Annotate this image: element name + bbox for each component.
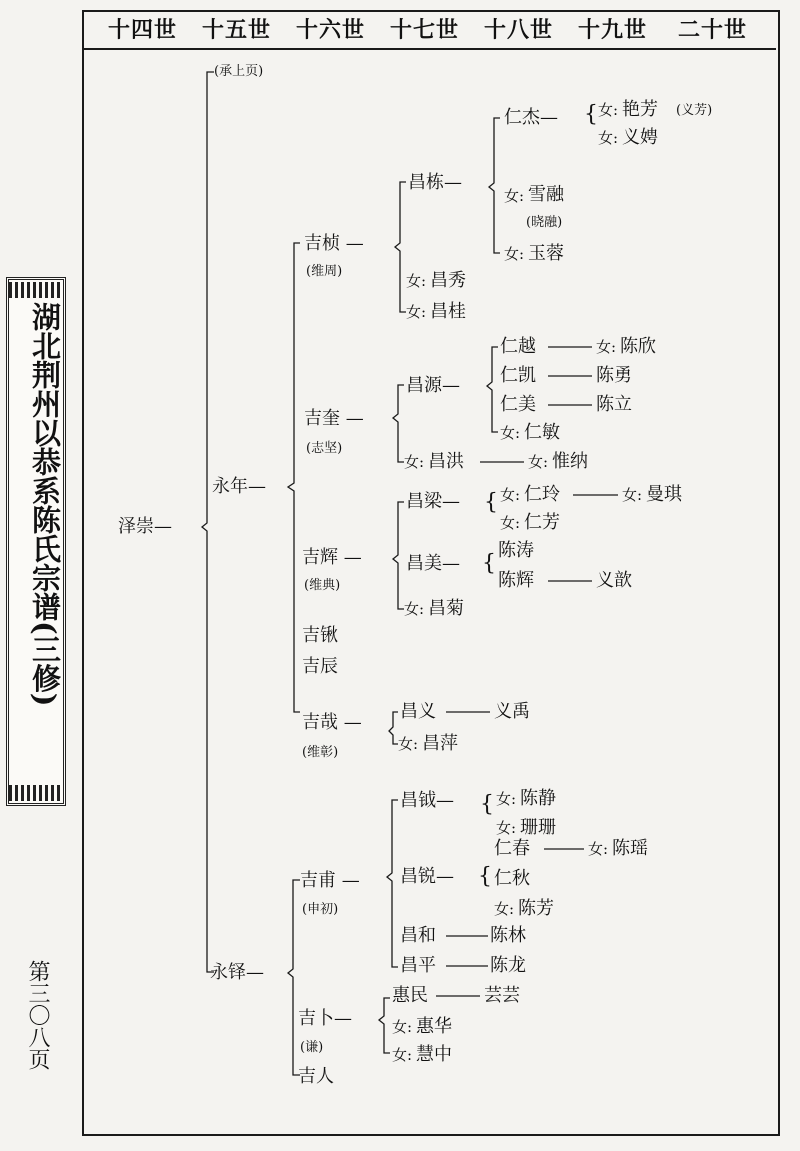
female-prefix: 女: <box>398 735 419 753</box>
generation-19: 十九世 <box>578 17 648 43</box>
brace-yongduo <box>288 880 300 1075</box>
person-chenyong: 陈勇 <box>596 365 632 386</box>
person-yixin: 义歆 <box>596 570 632 591</box>
female-prefix: 女: <box>496 819 517 837</box>
person-jichen: 吉辰 <box>302 656 338 677</box>
person-renling: 仁玲 <box>524 484 560 505</box>
female-prefix: 女: <box>500 486 521 504</box>
person-yongduo: 永铎— <box>210 962 264 983</box>
generation-16: 十六世 <box>296 17 366 43</box>
brace-yongnian <box>288 243 300 712</box>
female-prefix: 女: <box>392 1018 413 1036</box>
continued-note: (承上页) <box>214 64 264 79</box>
person-yipin: 义娉 <box>622 127 658 148</box>
person-renkai: 仁凯 <box>500 365 536 386</box>
female-prefix: 女: <box>504 245 525 263</box>
generation-20: 二十世 <box>678 17 748 43</box>
brace-jibu <box>379 998 390 1053</box>
person-jihui: 吉辉 — <box>302 547 362 568</box>
person-zechong: 泽崇— <box>118 516 172 537</box>
person-yunyun: 芸芸 <box>484 985 520 1006</box>
person-chenlin: 陈林 <box>490 925 526 946</box>
person-chentao: 陈涛 <box>498 540 534 561</box>
female-prefix: 女: <box>500 514 521 532</box>
brace-jizai <box>389 712 398 744</box>
brace-zechong <box>202 72 214 972</box>
female-prefix: 女: <box>404 453 425 471</box>
person-yongnian: 永年— <box>212 476 266 497</box>
person-huihua: 惠华 <box>416 1016 452 1037</box>
female-prefix: 女: <box>494 900 515 918</box>
female-prefix: 女: <box>392 1046 413 1064</box>
brace-changliang: { <box>484 490 498 515</box>
person-changyuan: 昌源— <box>406 375 460 396</box>
brace-changyuan <box>487 347 498 432</box>
generation-15: 十五世 <box>202 17 272 43</box>
brace-changrui: { <box>478 864 492 889</box>
brace-jihui <box>393 502 404 609</box>
person-changping2: 昌平 <box>400 955 436 976</box>
person-changrui: 昌锐— <box>400 866 454 887</box>
generation-14: 十四世 <box>108 17 178 43</box>
person-chenyao: 陈瑶 <box>612 838 648 859</box>
female-prefix: 女: <box>588 840 609 858</box>
person-changgui: 昌桂 <box>430 301 466 322</box>
person-changyue: 昌钺— <box>400 790 454 811</box>
person-changju: 昌菊 <box>428 598 464 619</box>
person-changhong: 昌洪 <box>428 451 464 472</box>
person-changyi: 昌义 <box>400 701 436 722</box>
brace-jifu <box>387 800 398 967</box>
person-renyue: 仁越 <box>500 336 536 357</box>
female-prefix: 女: <box>404 600 425 618</box>
alias-jifu: (申初) <box>302 902 339 917</box>
person-weina: 惟纳 <box>552 451 588 472</box>
brace-jizhen <box>395 182 406 312</box>
person-renmei: 仁美 <box>500 394 536 415</box>
person-renqiu: 仁秋 <box>494 868 530 889</box>
person-renmin: 仁敏 <box>524 422 560 443</box>
page-number: 第三〇八页 <box>25 960 50 1070</box>
person-chenxin: 陈欣 <box>620 336 656 357</box>
person-jibu: 吉卜— <box>298 1008 352 1029</box>
person-changdong: 昌栋— <box>408 172 462 193</box>
person-changhe: 昌和 <box>400 925 436 946</box>
person-huimin: 惠民 <box>392 985 428 1006</box>
brace-changyue: { <box>480 792 494 817</box>
person-changliang: 昌梁— <box>406 491 460 512</box>
person-renchun: 仁春 <box>494 838 530 859</box>
generation-18: 十八世 <box>484 17 554 43</box>
person-chenjing: 陈静 <box>520 788 556 809</box>
person-renfang: 仁芳 <box>524 512 560 533</box>
person-huizhong: 慧中 <box>416 1044 452 1065</box>
alias-yanfang: (义芳) <box>676 103 713 118</box>
person-chenhui: 陈辉 <box>498 570 534 591</box>
person-chenfang: 陈芳 <box>518 898 554 919</box>
alias-jikui: (志坚) <box>306 441 343 456</box>
brace-jikui <box>393 385 404 462</box>
female-prefix: 女: <box>528 453 549 471</box>
person-jizhen: 吉桢 — <box>304 233 364 254</box>
alias-jihui: (维典) <box>304 578 341 593</box>
person-changping: 昌萍 <box>422 733 458 754</box>
female-prefix: 女: <box>406 272 427 290</box>
person-renjie: 仁杰— <box>504 107 558 128</box>
person-changmei: 昌美— <box>406 553 460 574</box>
female-prefix: 女: <box>504 187 525 205</box>
female-prefix: 女: <box>596 338 617 356</box>
female-prefix: 女: <box>622 486 643 504</box>
brace-renjie: { <box>584 102 598 127</box>
brace-changmei: { <box>482 551 496 576</box>
person-changxiu: 昌秀 <box>430 270 466 291</box>
female-prefix: 女: <box>496 790 517 808</box>
female-prefix: 女: <box>598 101 619 119</box>
generation-17: 十七世 <box>390 17 460 43</box>
person-yiyu: 义禹 <box>494 701 530 722</box>
person-manqi: 曼琪 <box>646 484 682 505</box>
person-jiren: 吉人 <box>298 1066 334 1087</box>
person-yanfang: 艳芳 <box>622 99 658 120</box>
person-yurong: 玉蓉 <box>528 243 564 264</box>
person-jiqiao: 吉锹 <box>302 625 338 646</box>
person-jikui: 吉奎 — <box>304 408 364 429</box>
person-chenlong: 陈龙 <box>490 955 526 976</box>
female-prefix: 女: <box>406 303 427 321</box>
female-prefix: 女: <box>598 129 619 147</box>
person-jizai: 吉哉 — <box>302 712 362 733</box>
alias-jizhen: (维周) <box>306 264 343 279</box>
person-shanshan: 珊珊 <box>520 817 556 838</box>
brace-changdong <box>489 118 500 253</box>
alias-jibu: (谦) <box>300 1040 324 1055</box>
book-title: 湖北荆州以恭系陈氏宗谱(三修) <box>28 302 62 707</box>
alias-jizai: (维彰) <box>302 745 339 760</box>
female-prefix: 女: <box>500 424 521 442</box>
person-jifu: 吉甫 — <box>300 870 360 891</box>
person-chenli: 陈立 <box>596 394 632 415</box>
alias-xuerong: (晓融) <box>526 215 563 230</box>
person-xuerong: 雪融 <box>528 184 564 205</box>
